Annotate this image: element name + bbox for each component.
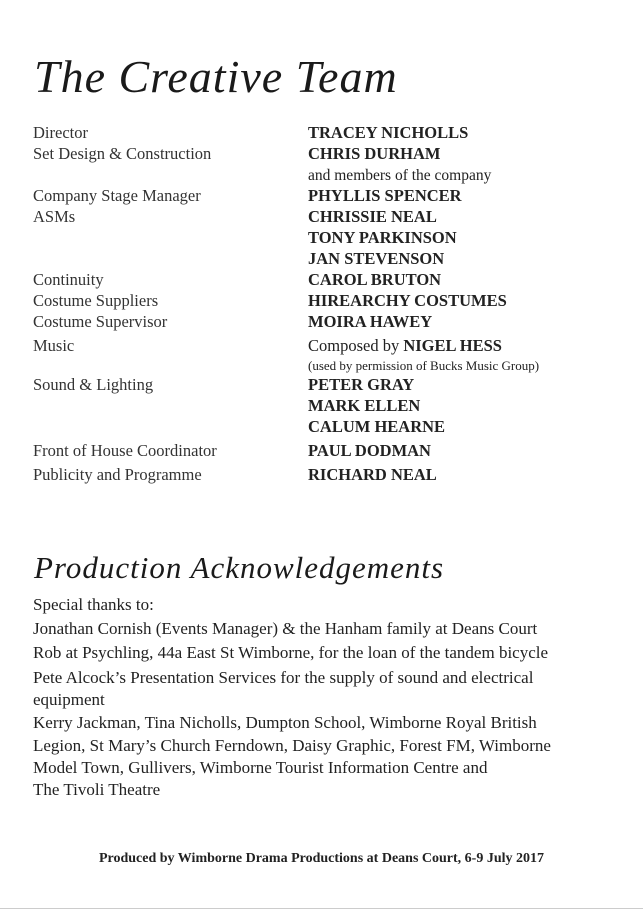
credit-name: TRACEY NICHOLLS (308, 123, 469, 142)
credit-name: JAN STEVENSON (308, 249, 445, 268)
credit-note: (used by permission of Bucks Music Group) (308, 358, 540, 373)
credit-name: CHRIS DURHAM (308, 144, 441, 163)
credit-music (308, 336, 502, 356)
credit-name: CHRISSIE NEAL (308, 207, 437, 226)
role-label: Front of House Coordinator (33, 441, 217, 460)
credit-name: PETER GRAY (308, 375, 415, 394)
ack-line: Model Town, Gullivers, Wimborne Tourist Information Centre and (33, 758, 488, 777)
creative-team-heading: The Creative Team (34, 51, 398, 102)
production-footer: Produced by Wimborne Drama Productions at Deans Court, 6-9 July 2017 (98, 851, 545, 866)
role-label: Company Stage Manager (33, 186, 201, 205)
role-label: ASMs (33, 207, 76, 226)
ack-line: Rob at Psychling, 44a East St Wimborne, for the loan of the tandem bicycle (33, 643, 549, 662)
ack-line: Pete Alcock’s Presentation Services for the supply of sound and electrical (33, 668, 534, 687)
ack-line: equipment (33, 690, 105, 709)
credit-name: HIREARCHY COSTUMES (308, 291, 507, 310)
credit-name: TONY PARKINSON (308, 228, 457, 247)
credit-name: RICHARD NEAL (308, 465, 437, 484)
role-label: Sound & Lighting (33, 375, 154, 394)
credit-name: MARK ELLEN (308, 396, 421, 415)
credit-name: PHYLLIS SPENCER (308, 186, 462, 205)
role-label: Continuity (33, 270, 104, 289)
ack-line: The Tivoli Theatre (33, 780, 161, 799)
page-edge-divider (0, 908, 643, 909)
credit-name: PAUL DODMAN (308, 441, 431, 460)
role-label: Costume Supervisor (33, 312, 168, 331)
credit-prefix: Composed by (308, 336, 404, 355)
role-label: Director (33, 123, 88, 142)
role-label: Music (33, 336, 75, 355)
role-label: Set Design & Construction (33, 144, 212, 163)
ack-line: Legion, St Mary’s Church Ferndown, Daisy Graphic, Forest FM, Wimborne (33, 736, 551, 755)
credit-name: NIGEL HESS (403, 336, 502, 355)
role-label: Publicity and Programme (33, 465, 202, 484)
credit-name: CAROL BRUTON (308, 270, 442, 289)
acknowledgements-heading: Production Acknowledgements (34, 550, 445, 585)
ack-line: Special thanks to: (33, 595, 154, 614)
ack-line: Jonathan Cornish (Events Manager) & the Hanham family at Deans Court (33, 619, 538, 638)
credit-name: CALUM HEARNE (308, 417, 446, 436)
credit-note: and members of the company (308, 167, 492, 184)
role-label: Costume Suppliers (33, 291, 159, 310)
credit-name: MOIRA HAWEY (308, 312, 433, 331)
ack-line: Kerry Jackman, Tina Nicholls, Dumpton School, Wimborne Royal British (33, 713, 537, 732)
